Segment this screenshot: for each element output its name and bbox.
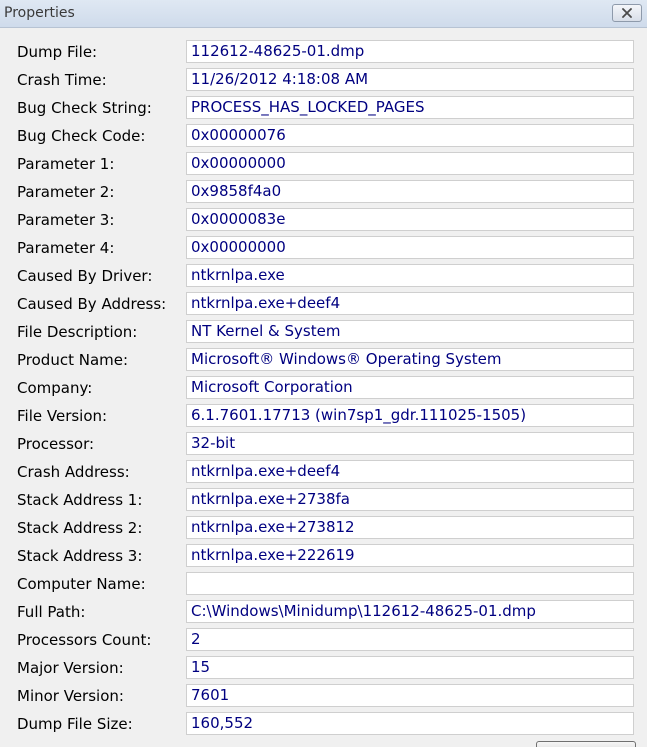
field-value[interactable]: C:\Windows\Minidump\112612-48625-01.dmp: [186, 600, 634, 623]
field-label: Processors Count:: [17, 631, 152, 649]
field-row-dump-file: [0, 38, 647, 66]
field-row-processors-count: [0, 626, 647, 654]
field-value[interactable]: Microsoft® Windows® Operating System: [186, 348, 634, 371]
field-label: Stack Address 2:: [17, 519, 143, 537]
title-bar[interactable]: [0, 0, 647, 28]
field-row-dump-file-size: [0, 710, 647, 738]
field-label: Computer Name:: [17, 575, 146, 593]
field-label: Bug Check Code:: [17, 127, 146, 145]
field-value[interactable]: 7601: [186, 684, 634, 707]
field-row-parameter-2: [0, 178, 647, 206]
field-label: File Description:: [17, 323, 138, 341]
field-row-parameter-4: [0, 234, 647, 262]
field-value[interactable]: 6.1.7601.17713 (win7sp1_gdr.111025-1505): [186, 404, 634, 427]
field-value[interactable]: ntkrnlpa.exe: [186, 264, 634, 287]
field-row-computer-name: [0, 570, 647, 598]
field-label: Dump File Size:: [17, 715, 133, 733]
dialog-button[interactable]: [536, 741, 636, 747]
field-label: Parameter 2:: [17, 183, 115, 201]
field-label: File Version:: [17, 407, 108, 425]
field-label: Processor:: [17, 435, 95, 453]
field-value[interactable]: 0x00000000: [186, 152, 634, 175]
field-label: Minor Version:: [17, 687, 124, 705]
field-row-stack-address-1: [0, 486, 647, 514]
field-label: Bug Check String:: [17, 99, 152, 117]
field-value[interactable]: 112612-48625-01.dmp: [186, 40, 634, 63]
field-value[interactable]: ntkrnlpa.exe+2738fa: [186, 488, 634, 511]
field-value[interactable]: 0x9858f4a0: [186, 180, 634, 203]
field-row-company: [0, 374, 647, 402]
field-row-crash-address: [0, 458, 647, 486]
field-value[interactable]: PROCESS_HAS_LOCKED_PAGES: [186, 96, 634, 119]
field-row-processor: [0, 430, 647, 458]
field-value[interactable]: 0x0000083e: [186, 208, 634, 231]
field-label: Stack Address 1:: [17, 491, 143, 509]
field-label: Company:: [17, 379, 93, 397]
field-row-crash-time: [0, 66, 647, 94]
field-value[interactable]: 15: [186, 656, 634, 679]
field-label: Major Version:: [17, 659, 124, 677]
field-value[interactable]: 160,552: [186, 712, 634, 735]
field-value[interactable]: ntkrnlpa.exe+273812: [186, 516, 634, 539]
field-value[interactable]: 32-bit: [186, 432, 634, 455]
field-label: Crash Address:: [17, 463, 130, 481]
field-value[interactable]: Microsoft Corporation: [186, 376, 634, 399]
field-label: Parameter 3:: [17, 211, 115, 229]
field-row-stack-address-2: [0, 514, 647, 542]
field-row-bug-check-code: [0, 122, 647, 150]
close-button[interactable]: [612, 4, 642, 22]
field-value[interactable]: 0x00000076: [186, 124, 634, 147]
field-row-file-version: [0, 402, 647, 430]
close-icon: [621, 8, 633, 18]
field-row-bug-check-string: [0, 94, 647, 122]
field-row-file-description: [0, 318, 647, 346]
field-row-full-path: [0, 598, 647, 626]
field-label: Caused By Driver:: [17, 267, 153, 285]
field-label: Parameter 4:: [17, 239, 115, 257]
properties-content: [0, 28, 647, 747]
field-value[interactable]: ntkrnlpa.exe+deef4: [186, 460, 634, 483]
field-label: Dump File:: [17, 43, 98, 61]
field-row-parameter-3: [0, 206, 647, 234]
field-value[interactable]: 11/26/2012 4:18:08 AM: [186, 68, 634, 91]
field-value[interactable]: NT Kernel & System: [186, 320, 634, 343]
field-row-caused-by-address: [0, 290, 647, 318]
window-title: Properties: [4, 5, 75, 21]
field-label: Product Name:: [17, 351, 129, 369]
field-value[interactable]: ntkrnlpa.exe+deef4: [186, 292, 634, 315]
field-label: Crash Time:: [17, 71, 107, 89]
field-value[interactable]: ntkrnlpa.exe+222619: [186, 544, 634, 567]
field-row-parameter-1: [0, 150, 647, 178]
field-value[interactable]: 0x00000000: [186, 236, 634, 259]
field-row-stack-address-3: [0, 542, 647, 570]
field-row-minor-version: [0, 682, 647, 710]
field-label: Full Path:: [17, 603, 86, 621]
field-value[interactable]: 2: [186, 628, 634, 651]
field-row-product-name: [0, 346, 647, 374]
field-label: Parameter 1:: [17, 155, 115, 173]
field-label: Stack Address 3:: [17, 547, 143, 565]
field-value[interactable]: [186, 572, 634, 595]
field-row-major-version: [0, 654, 647, 682]
field-row-caused-by-driver: [0, 262, 647, 290]
field-label: Caused By Address:: [17, 295, 167, 313]
